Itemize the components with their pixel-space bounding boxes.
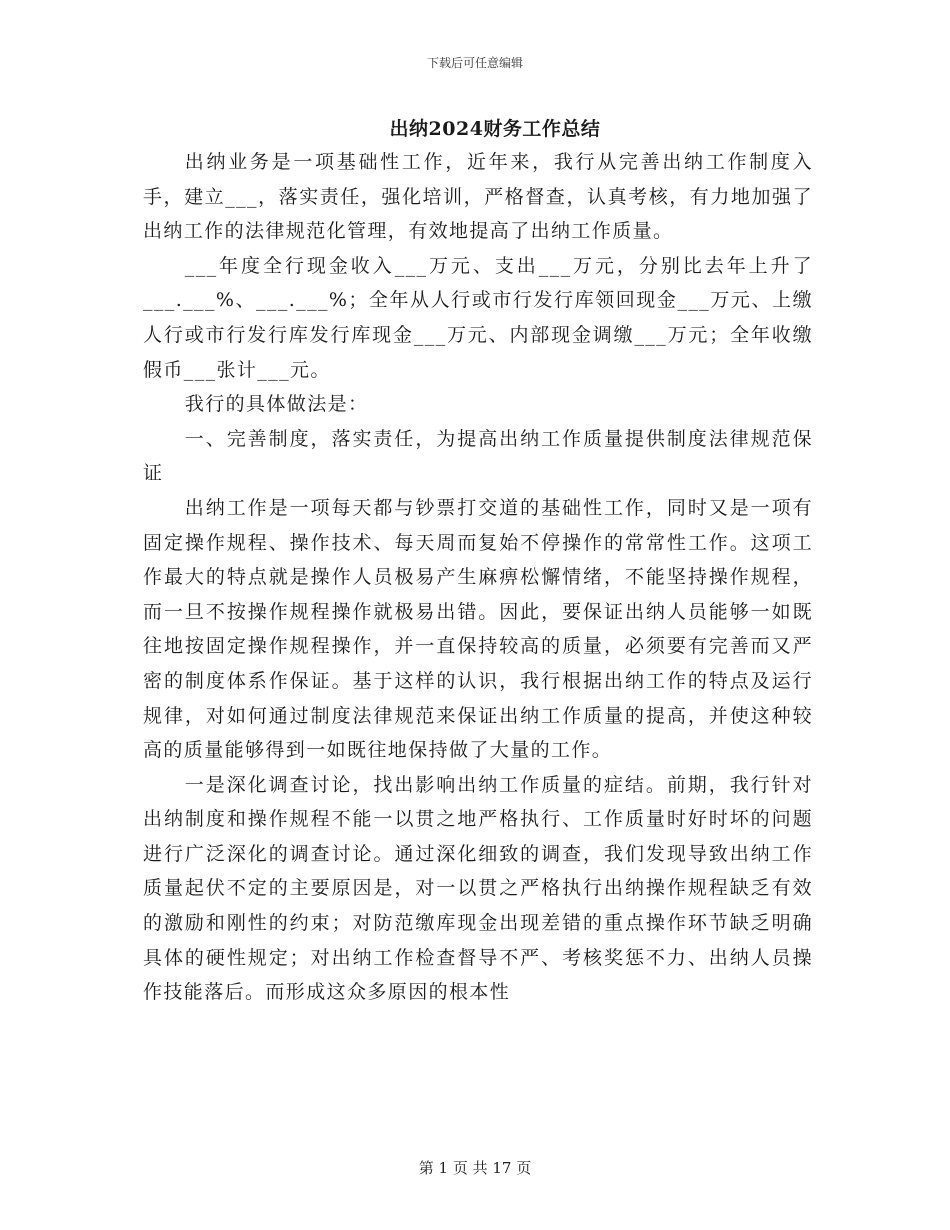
paragraph-investigation: 一是深化调查讨论，找出影响出纳工作质量的症结。前期，我行针对出纳制度和操作规程不能一以贯之地严格执行、工作质量时好时坏的问题进行广泛深化的调查讨论。通过深化细致的调查，我们发现导致出纳工作质量起伏不定的主要原因是，对一以贯之严格执行出纳操作规程缺乏有效的激励和刚性的约束；对防范缴库现金出现差错的重点操作环节缺乏明确具体的硬性规定；对出纳工作检查督导不严、考核奖惩不力、出纳人员操作技能落后。而形成这众多原因的根本性 — [143, 773, 813, 1004]
page-header-note: 下载后可任意编辑 — [426, 56, 523, 70]
document-title: 出纳2024财务工作总结 — [389, 118, 601, 140]
page-number-footer: 第 1 页 共 17 页 — [418, 1159, 532, 1177]
paragraph-system-basis: 出纳工作是一项每天都与钞票打交道的基础性工作，同时又是一项有固定操作规程、操作技术、每天周而复始不停操作的常常性工作。这项工作最大的特点就是操作人员极易产生麻痹松懈情绪，不能坚持操作规程，而一旦不按操作规程操作就极易出错。因此，要保证出纳人员能够一如既往地按固定操作规程操作，并一直保持较高的质量，必须要有完善而又严密的制度体系作保证。基于这样的认识，我行根据出纳工作的特点及运行规律，对如何通过制度法律规范来保证出纳工作质量的提高，并使这种较高的质量能够得到一如既往地保持做了大量的工作。 — [143, 496, 813, 762]
paragraph-cash-stats: ___年度全行现金收入___万元、支出___万元，分别比去年上升了___.___%、___.___%；全年从人行或市行发行库领回现金___万元、上缴人行或市行发行库发行库现金___万元、内部现金调缴___万元；全年收缴假币___张计___元。 — [143, 254, 813, 381]
section-heading-1: 一、完善制度，落实责任，为提高出纳工作质量提供制度法律规范保证 — [143, 427, 813, 485]
document-body — [143, 145, 813, 1010]
paragraph-intro: 出纳业务是一项基础性工作，近年来，我行从完善出纳工作制度入手，建立___，落实责任，强化培训，严格督查，认真考核，有力地加强了出纳工作的法律规范化管理，有效地提高了出纳工作质量。 — [143, 151, 813, 243]
paragraph-practices-lead: 我行的具体做法是： — [184, 393, 369, 416]
